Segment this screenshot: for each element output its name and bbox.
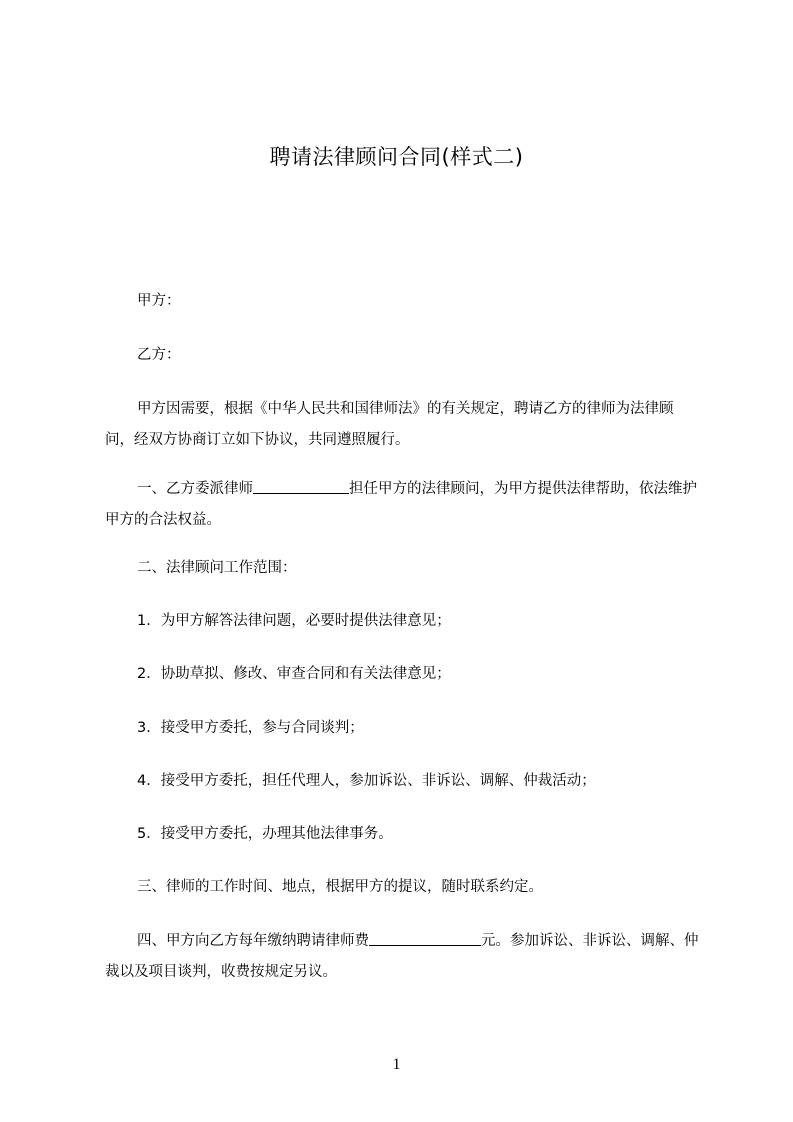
clause-1-text-after: 担任甲方的法律顾问，为甲方提供法律帮助，依法维护甲方的合法权益。 — [105, 481, 697, 528]
clause-4-paragraph — [105, 926, 701, 988]
lawyer-fee-blank — [369, 931, 481, 946]
clause-1-paragraph — [105, 474, 701, 536]
clause-4-text-after: 元。参加诉讼、非诉讼、调解、仲裁以及项目谈判，收费按规定另议。 — [105, 933, 699, 980]
intro-paragraph: 甲方因需要，根据《中华人民共和国律师法》的有关规定，聘请乙方的律师为法律顾问，经双方协商订立如下协议，共同遵照履行。 — [105, 401, 674, 448]
scope-item-2: 2．协助草拟、修改、审查合同和有关法律意见； — [137, 666, 451, 682]
document-title: 聘请法律顾问合同(样式二) — [269, 145, 524, 169]
party-b-label: 乙方： — [137, 347, 181, 363]
scope-item-3: 3．接受甲方委托，参与合同谈判； — [137, 720, 364, 736]
scope-item-5: 5．接受甲方委托，办理其他法律事务。 — [137, 826, 393, 842]
clause-2-heading: 二、法律顾问工作范围： — [137, 560, 297, 576]
party-a-label: 甲方： — [137, 293, 181, 309]
scope-item-1: 1．为甲方解答法律问题，必要时提供法律意见； — [137, 613, 451, 629]
page-number: 1 — [392, 1056, 401, 1073]
clause-1-text-before: 一、乙方委派律师 — [137, 481, 253, 497]
clause-3-paragraph: 三、律师的工作时间、地点，根据甲方的提议，随时联系约定。 — [137, 879, 543, 895]
lawyer-name-blank — [253, 479, 349, 494]
scope-item-4: 4．接受甲方委托，担任代理人，参加诉讼、非诉讼、调解、仲裁活动； — [137, 773, 596, 789]
clause-4-text-before: 四、甲方向乙方每年缴纳聘请律师费 — [137, 933, 369, 949]
